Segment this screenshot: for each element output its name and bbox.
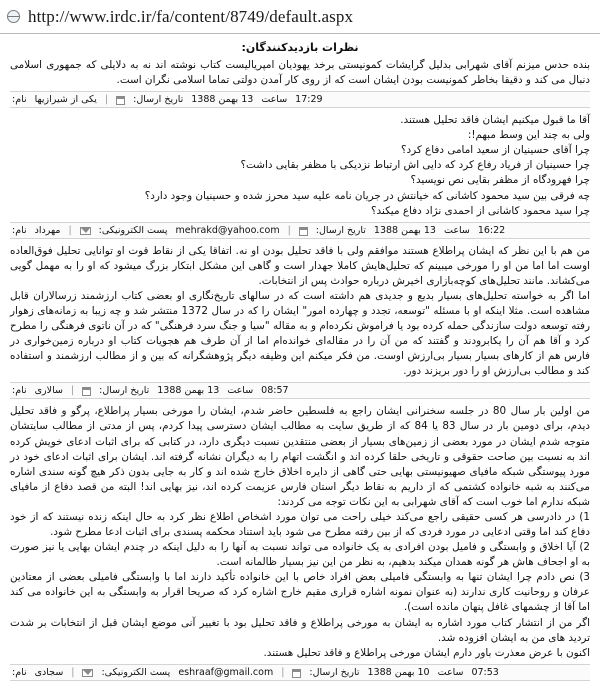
comment-body	[10, 58, 590, 88]
comment-paragraph: من هم با این نظر که ایشان پراطلاع هستند موافقم ولی با فاقد تحلیل بودن او نه. اتفاقا یکی از نقاط قوت او توانایی تحلیل فوق‌العاده اوست اما اما من او را مورخی میبینم که تحلیل‌هایش کاملا جهدار است و گاهی این مشکل ابتکار بزرگ میشود که او را به مهمل گویی می‌کشاند. مانند تحلیل‌های کوچه‌بازاری اخیرش درباره حوادث پس از انتخابات.	[10, 244, 590, 287]
meta-separator: |	[70, 385, 75, 397]
comment-date-label: تاریخ ارسال:	[99, 385, 150, 397]
comment-paragraph: آقا ما قبول میکنیم ایشان فاقد تحلیل هستند.	[400, 114, 590, 127]
comment-time: 17:29	[295, 94, 323, 106]
comment-time: 16:22	[477, 224, 506, 236]
comment-time-word: ساعت	[261, 94, 288, 106]
comment-body	[10, 244, 590, 380]
url-text[interactable]: http://www.irdc.ir/fa/content/8749/default.aspx	[28, 6, 354, 26]
mail-icon	[80, 227, 91, 235]
comment-item	[10, 404, 590, 680]
comment-meta	[10, 664, 590, 681]
comment-meta	[10, 222, 590, 239]
comment-item	[10, 113, 590, 239]
comment-paragraph: چرا حسینیان از فریاد رفاع کرد که دایی اش ارتباط نزدیکی با مظفر بقایی داشت؟	[240, 159, 590, 172]
comment-email[interactable]: eshraaf@gmail.com	[178, 666, 274, 678]
comment-paragraph: 1) در دادرسی هر کسی حقیقی راجع می‌کند خیلی راحت می توان مورد اشخاص اطلاع نظر کرد به حال اینکه زنده نیستند که از خود دفاع کند اما وقتی ادعایی در مورد فردی که از بین رفته مطرح می شود باید استناد محکمه پسندی برای اثبات ادعا مطرح شود.	[10, 510, 590, 539]
comment-meta	[10, 91, 590, 108]
comment-email-label: پست الکترونیکی:	[101, 666, 171, 678]
comment-date-label: تاریخ ارسال:	[315, 224, 366, 236]
comment-time-word: ساعت	[437, 666, 464, 678]
comment-time: 08:57	[261, 385, 289, 397]
comment-paragraph: اگر من از انتشار کتاب مورد اشاره به ایشان به مورخی پراطلاع و فاقد تحلیل بود با تغییر آنی موضع ایشان قبل از انتخابات بر شدت تردید های من به ایشان افزوده شد.	[10, 616, 590, 644]
comment-meta	[10, 382, 590, 399]
comment-email[interactable]: mehrakd@yahoo.com	[175, 224, 280, 236]
comment-date-label: تاریخ ارسال:	[133, 94, 184, 106]
comment-date: 13 بهمن 1388	[191, 94, 254, 106]
meta-separator: |	[68, 224, 72, 236]
comment-paragraph: 2) آیا اخلاق و وابستگی و فامیل بودن افرادی به یک خانواده می تواند نسبت به آنها را به دلیل اینکه در چندم ایشان بهایی یا نیز صورت به او اجحاف هاش هر گونه همدان میکند بدهیم، به نظر من این نیز بسیار ظالمانه است.	[10, 541, 590, 569]
comment-paragraph: بنده حدس میزنم آقای شهرابی بدلیل گرایشات کمونیستی برخد یهودیان امپریالیست کتاب نوشته اند نه به دلایلی که جمهوری اسلامی دنبال می کند و دقیقا بخاطر کمونیست بودن ایشان است که از روی کار آمدن دولتی تماما اسلامی نگران است.	[10, 59, 590, 87]
comment-author: سالاری	[34, 385, 63, 397]
comment-date: 10 بهمن 1388	[367, 666, 430, 678]
comment-body	[10, 113, 590, 219]
mail-icon	[82, 669, 93, 677]
comment-item	[10, 244, 590, 400]
comment-time-word: ساعت	[443, 224, 470, 236]
comment-time-word: ساعت	[227, 385, 254, 397]
calendar-icon	[299, 227, 308, 236]
comment-author: یکی از شیرازیها	[34, 94, 97, 106]
globe-icon	[6, 9, 22, 25]
calendar-icon	[116, 96, 125, 105]
comment-author-label: نام:	[12, 224, 27, 236]
comment-item	[10, 58, 590, 108]
comment-paragraph: چرا سید محمود کاشانی از احمدی نژاد دفاع میکند؟	[370, 204, 590, 217]
comment-paragraph: من اولین بار سال 80 در جلسه سخنرانی ایشان راجع به فلسطین حاضر شدم، ایشان را مورخی بسیار پراطلاع، پرگو و فاقد تحلیل دیدم، برای دومین بار در سال 83 یا 84 که از طریق سایت به مطالب ایشان دسترسی پیدا کردم، پس از مدتی از مطالب سایتشان متوجه شدم ایشان در مورد بعضی از زمین‌های بسیار از بعضی منتقدین نسبت دیگری دارد، در کتابی که برای اثبات ادعای خویش کرده اند به نسبت بین صاحت حقوقی و تاریخی حلقا کرده اند و انگشت اتهام را به دیگران نشانه گرفته اند. ایشان برای اثبات ادعای خود در مورد پیوستگی شبکه مافیای صهیونیستی بهایی حتی گاهی از دایره اخلاق خارج شده اند و کار به جایی بدون ذکر هیچ گونه سندی اشاره می‌کنند به شبه خانواده کشتمی که از داریم به نقاط دیگر استان فارس عزیمت کرده اند، نیز بهایی اند! البته من قصد دفاع از مافیای شبکه ندارم اما خوب است که آقای شهرابی به این نکات توجه می کردند:	[10, 405, 591, 508]
comment-paragraph: 3) نص دادم چرا ایشان تنها به وابستگی فامیلی بعض افراد خاص با این خانواده تأکید دارند اما با وابستگی فامیلی بعضی از معتادین عرفان و روحانیت کاری ندارند (به عنوان نمونه اشاره قراری مقیم خارج اشاره کرد که صریحا اقرار به وابستگی به این خانواده می کند اما آقا از چشمهای غافل پنهان مانده است).	[10, 571, 590, 614]
comment-paragraph: اکنون با عرض معذرت باور دارم ایشان مورخی پراطلاع و فاقد تحلیل هستند.	[263, 646, 590, 659]
comment-date-label: تاریخ ارسال:	[309, 666, 360, 678]
comment-author: سجادی	[34, 666, 64, 678]
comment-paragraph: چرا آقای حسینیان از سعید امامی دفاع کرد؟	[400, 144, 590, 157]
comment-date: 13 بهمن 1388	[157, 385, 220, 397]
comment-paragraph: اما اگر به خواسته تحلیل‌های بسیار بدیع و جدیدی هم داشته است که در سالهای تاریخ‌نگاری او بعضی کتاب ارزشمند زرسالاران قابل مشاهده است. مثلا اینکه او با مسئله "توسعه، تجدد و چهارده امور" ایشان را که در سال 1372 منتشر شد و چه زیبا به زمانه‌های زهوار رفته توسعه دولت سازندگی حمله کرده بود یا فراموش نکرده‌ام و به مقاله "سیا و جنگ سرد فرهنگی" که در آن ناتوی فرهنگی را مطرح کرد و آقا هم آن را یکابرودند و گفتند که من آن را در مقاله‌ای خوانده‌ام اما از آن طرف هم هجویات کتاب او درباره زمین‌خواری در فارس هم از کارهای بسیار بسیار بی‌ارزش اوست. من فکر میکنم این وظیفه دیگر پژوهشگرانه که بین و از مطالب ارزشمند و استفاده کند و مطالب بی‌ارزش او را دور بریزند دور.	[10, 289, 590, 378]
comment-paragraph: چرا فهرودگاه از مظفر بقایی نص نویسید؟	[410, 174, 590, 187]
comment-author-label: نام:	[12, 94, 27, 106]
comment-paragraph: چه فرقی بین سید محمود کاشانی که خیانتش در جریان نامه علیه سید محرز شده و حسینیان وجود دارد؟	[144, 189, 590, 202]
comment-body	[10, 404, 590, 660]
comment-author: مهرداد	[34, 224, 61, 236]
meta-separator: |	[71, 666, 75, 678]
comment-author-label: نام:	[12, 666, 27, 678]
meta-separator: |	[281, 666, 285, 678]
meta-separator: |	[287, 224, 291, 236]
comment-author-label: نام:	[12, 385, 27, 397]
comment-paragraph: ولی به چند این وسط مبهم!:	[467, 129, 590, 142]
browser-url-bar[interactable]	[0, 0, 600, 34]
page-title: نظرات بازدیدکنندگان:	[241, 41, 359, 54]
meta-separator: |	[104, 94, 109, 106]
comment-email-label: پست الکترونیکی:	[98, 224, 168, 236]
comment-time: 07:53	[471, 666, 499, 678]
comment-date: 13 بهمن 1388	[373, 224, 436, 236]
calendar-icon	[292, 669, 301, 678]
calendar-icon	[82, 387, 91, 396]
page-content	[0, 34, 600, 681]
